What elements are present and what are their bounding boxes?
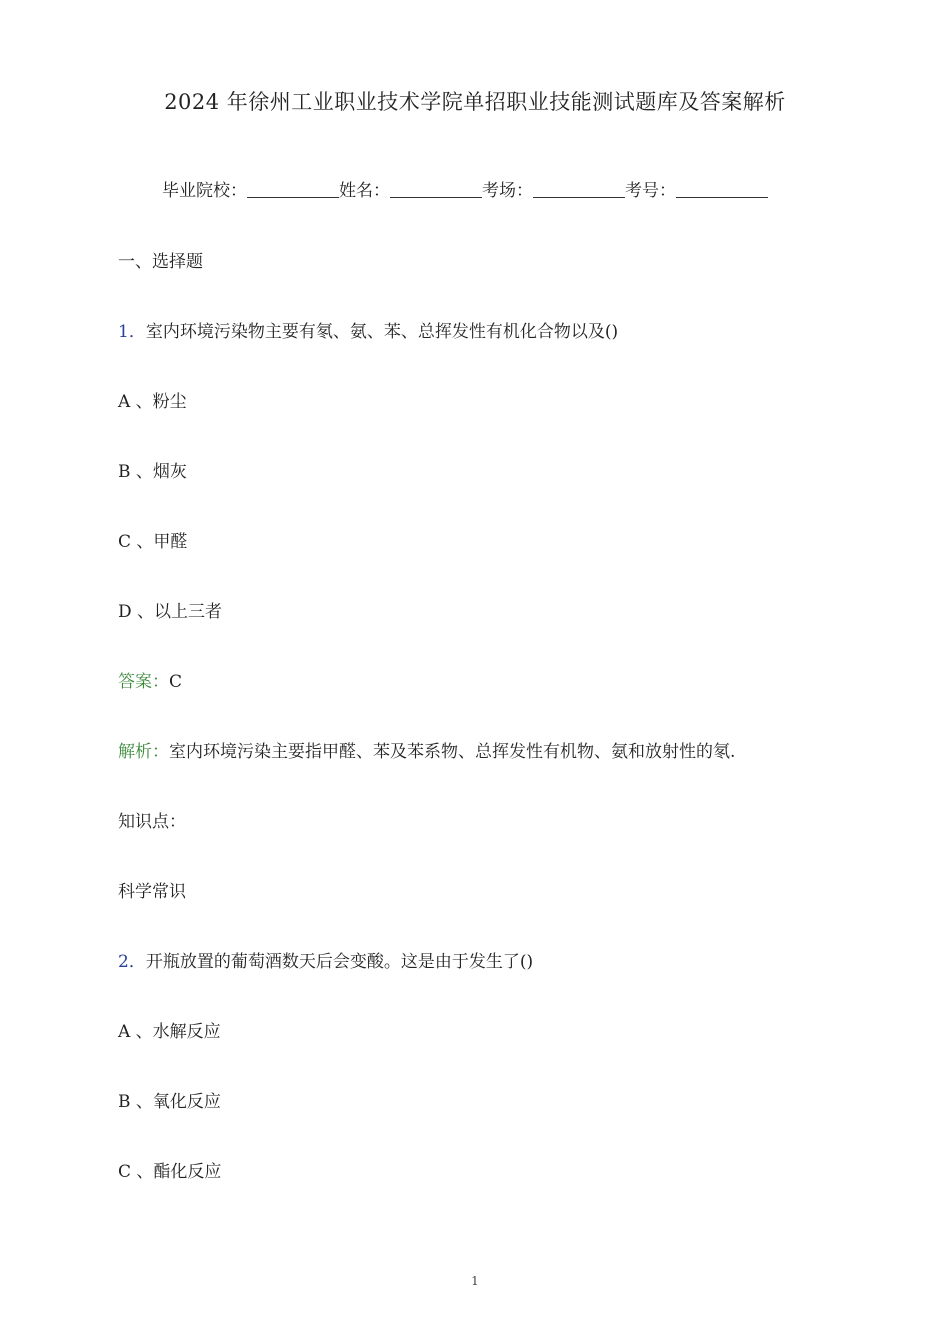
q1-knowledge-point-label: 知识点：	[118, 812, 186, 832]
school-blank	[247, 183, 339, 198]
q1-option-a: A 、粉尘	[118, 392, 187, 412]
document-title: 2024 年徐州工业职业技术学院单招职业技能测试题库及答案解析	[164, 90, 786, 114]
q2-option-b: B 、氧化反应	[118, 1092, 221, 1112]
analysis-text: 室内环境污染主要指甲醛、苯及苯系物、总挥发性有机物、氨和放射性的氡.	[169, 742, 736, 762]
answer-label: 答案：	[118, 672, 169, 692]
q1-option-d: D 、以上三者	[118, 602, 223, 622]
q1-option-c: C 、甲醛	[118, 532, 188, 552]
question-2-text: 开瓶放置的葡萄酒数天后会变酸。这是由于发生了()	[145, 952, 534, 972]
q1-option-b: B 、烟灰	[118, 462, 187, 482]
question-2-number: 2．	[118, 952, 146, 972]
answer-value: C	[169, 672, 183, 692]
question-1	[118, 317, 618, 342]
analysis-label: 解析：	[118, 742, 169, 762]
student-info-line	[162, 176, 768, 201]
question-2	[118, 947, 533, 972]
school-label: 毕业院校：	[162, 181, 247, 201]
page-number: 1	[471, 1274, 479, 1288]
name-label: 姓名：	[339, 181, 390, 201]
question-1-number: 1．	[118, 322, 146, 342]
exam-id-label: 考号：	[625, 181, 676, 201]
exam-id-blank	[676, 183, 768, 198]
q1-analysis	[118, 737, 735, 762]
question-1-text: 室内环境污染物主要有氡、氨、苯、总挥发性有机化合物以及()	[145, 322, 619, 342]
section-heading: 一、选择题	[118, 252, 203, 272]
exam-room-blank	[533, 183, 625, 198]
name-blank	[390, 183, 482, 198]
q1-knowledge-point: 科学常识	[118, 882, 186, 902]
q2-option-a: A 、水解反应	[118, 1022, 221, 1042]
q2-option-c: C 、酯化反应	[118, 1162, 222, 1182]
exam-room-label: 考场：	[482, 181, 533, 201]
q1-answer	[118, 667, 182, 692]
